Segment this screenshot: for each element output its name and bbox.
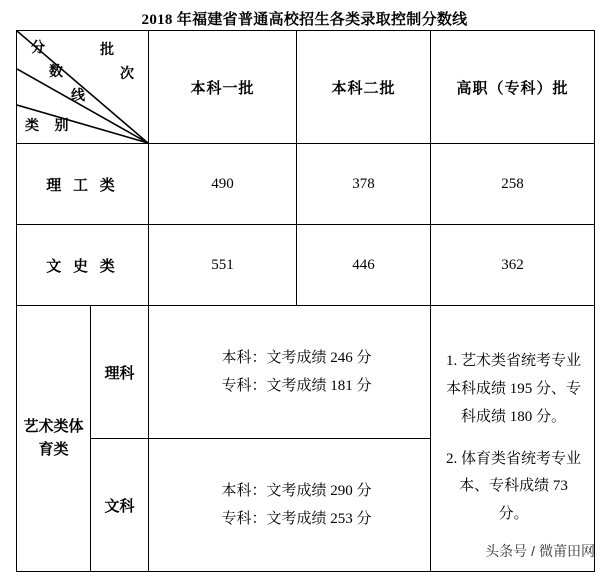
science-batch-2-score: 378 [297,144,431,225]
art-science-college-line: 专科：文考成绩 181 分 [221,378,372,394]
watermark-platform: 头条号 [485,543,528,559]
column-header-batch-3: 高职（专科）批 [431,31,595,144]
watermark [485,541,595,561]
row-label-liberal-arts: 文 史 类 [17,225,149,306]
corner-label-score-2: 数 [49,65,69,80]
page-title: 2018 年福建省普通高校招生各类录取控制分数线 [141,12,468,28]
column-header-batch-2: 本科二批 [297,31,431,144]
corner-label-batch-2: 次 [120,67,140,82]
watermark-separator: / [531,543,535,559]
corner-label-category: 类 别 [25,119,75,134]
science-batch-1-score: 490 [149,144,297,225]
arts-batch-1-score: 551 [149,225,297,306]
art-sports-notes [431,306,595,572]
art-liberal-undergrad-line: 本科：文考成绩 290 分 [221,482,372,499]
score-line-table [16,30,595,572]
column-header-batch-1: 本科一批 [149,31,297,144]
art-science-undergrad-line: 本科：文考成绩 246 分 [221,349,372,366]
corner-label-score-1: 分 [31,41,51,56]
table-row [17,306,595,439]
note-art-provincial-exam: 1. 艺术类省统考专业本科成绩 195 分、专科成绩 180 分。 [445,353,581,425]
art-science-requirements [149,306,431,439]
corner-label-score-3: 线 [71,89,91,104]
corner-label-batch-1: 批 [100,43,120,58]
table-corner-header [17,31,149,144]
arts-batch-3-score: 362 [431,225,595,306]
watermark-account: 微莆田网 [539,543,595,559]
table-header-row [17,31,595,144]
row-label-science: 理 工 类 [17,144,149,225]
art-liberal-arts-requirements [149,439,431,572]
table-row [17,225,595,306]
table-row [17,144,595,225]
note-sports-provincial-exam: 2. 体育类省统考专业本、专科成绩 73 分。 [445,450,581,522]
science-batch-3-score: 258 [431,144,595,225]
art-subject-science: 理科 [91,306,149,439]
art-liberal-college-line: 专科：文考成绩 253 分 [221,511,372,527]
arts-batch-2-score: 446 [297,225,431,306]
art-subject-liberal-arts: 文科 [91,439,149,572]
row-label-art-sports: 艺术类体育类 [17,306,91,572]
